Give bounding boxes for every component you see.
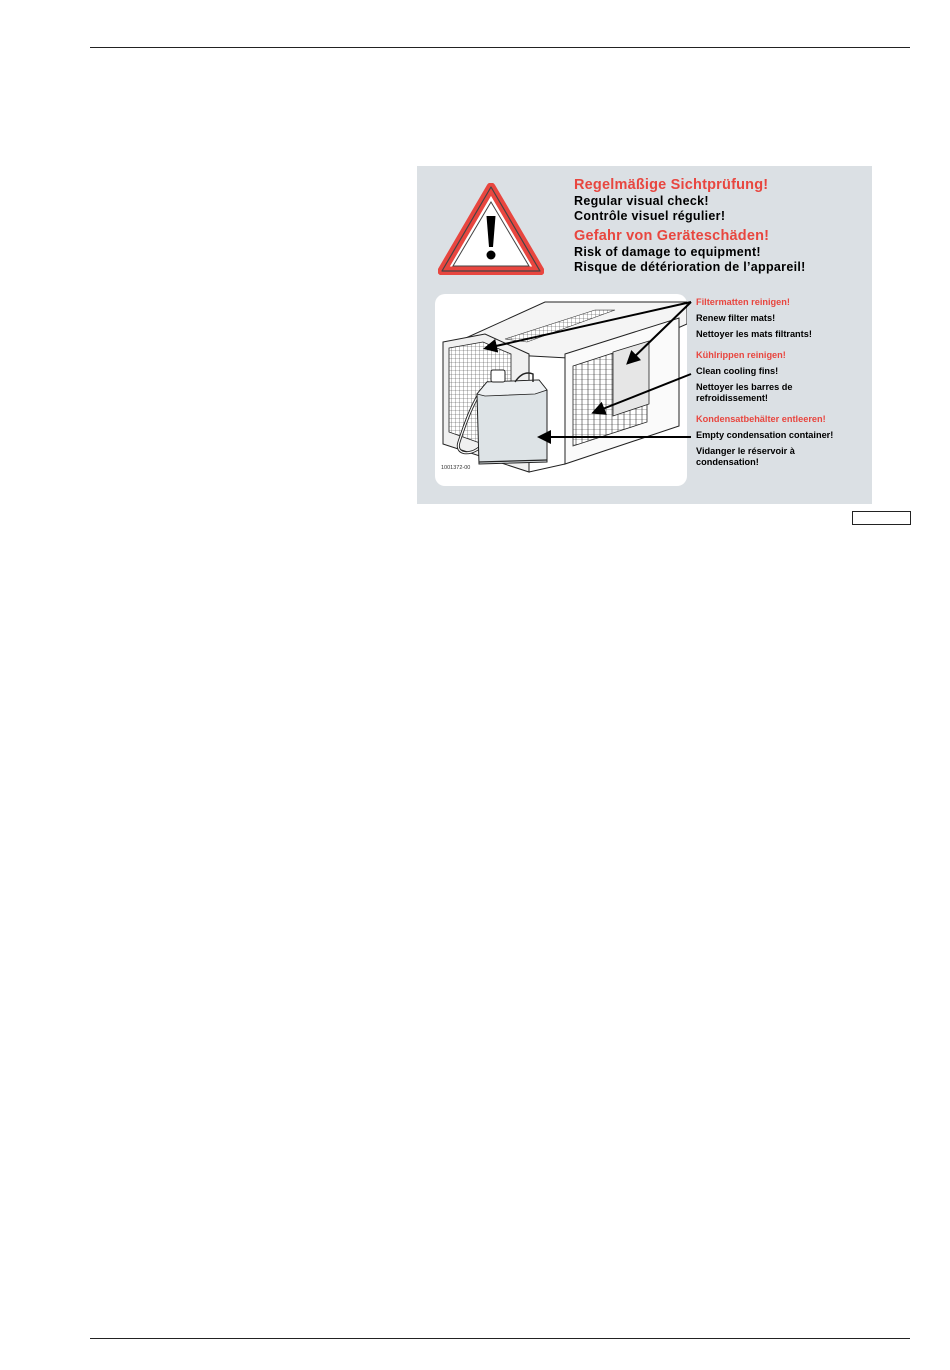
callout-cooling-fins — [696, 349, 871, 404]
figure-reference-box — [852, 511, 911, 525]
heading-2-fr: Risque de détérioration de l’appareil! — [574, 260, 806, 274]
callout-2-de: Kühlrippen reinigen! — [696, 350, 786, 360]
callout-2-en: Clean cooling fins! — [696, 366, 779, 376]
callout-condensation — [696, 413, 871, 468]
callout-3-de: Kondensatbehälter entleeren! — [696, 414, 826, 424]
condensation-canister-illustration — [435, 294, 687, 486]
callout-2-fr-line-1: Nettoyer les barres de — [696, 382, 793, 392]
callout-2-fr-line-2: refroidissement! — [696, 393, 768, 403]
heading-1-en: Regular visual check! — [574, 194, 709, 208]
heading-2-de: Gefahr von Geräteschäden! — [574, 228, 770, 244]
warning-triangle-icon — [438, 183, 544, 275]
warning-label — [417, 166, 872, 504]
callout-1-fr: Nettoyer les mats filtrants! — [696, 329, 812, 339]
heading-1-fr: Contrôle visuel régulier! — [574, 209, 726, 223]
callout-1-de: Filtermatten reinigen! — [696, 297, 790, 307]
callout-3-fr-line-2: condensation! — [696, 457, 759, 467]
callout-filter-mats — [696, 296, 871, 340]
callout-1-en: Renew filter mats! — [696, 313, 776, 323]
figure-code: 1001372-00 — [441, 465, 471, 471]
callout-3-en: Empty condensation container! — [696, 430, 834, 440]
warning-headings — [574, 177, 864, 275]
heading-2-en: Risk of damage to equipment! — [574, 245, 761, 259]
callout-list — [696, 296, 871, 468]
footer-rule — [90, 1338, 910, 1339]
equipment-illustration — [435, 294, 687, 486]
heading-1-de: Regelmäßige Sichtprüfung! — [574, 177, 769, 193]
header-rule — [90, 47, 910, 48]
callout-3-fr-line-1: Vidanger le réservoir à — [696, 446, 795, 456]
